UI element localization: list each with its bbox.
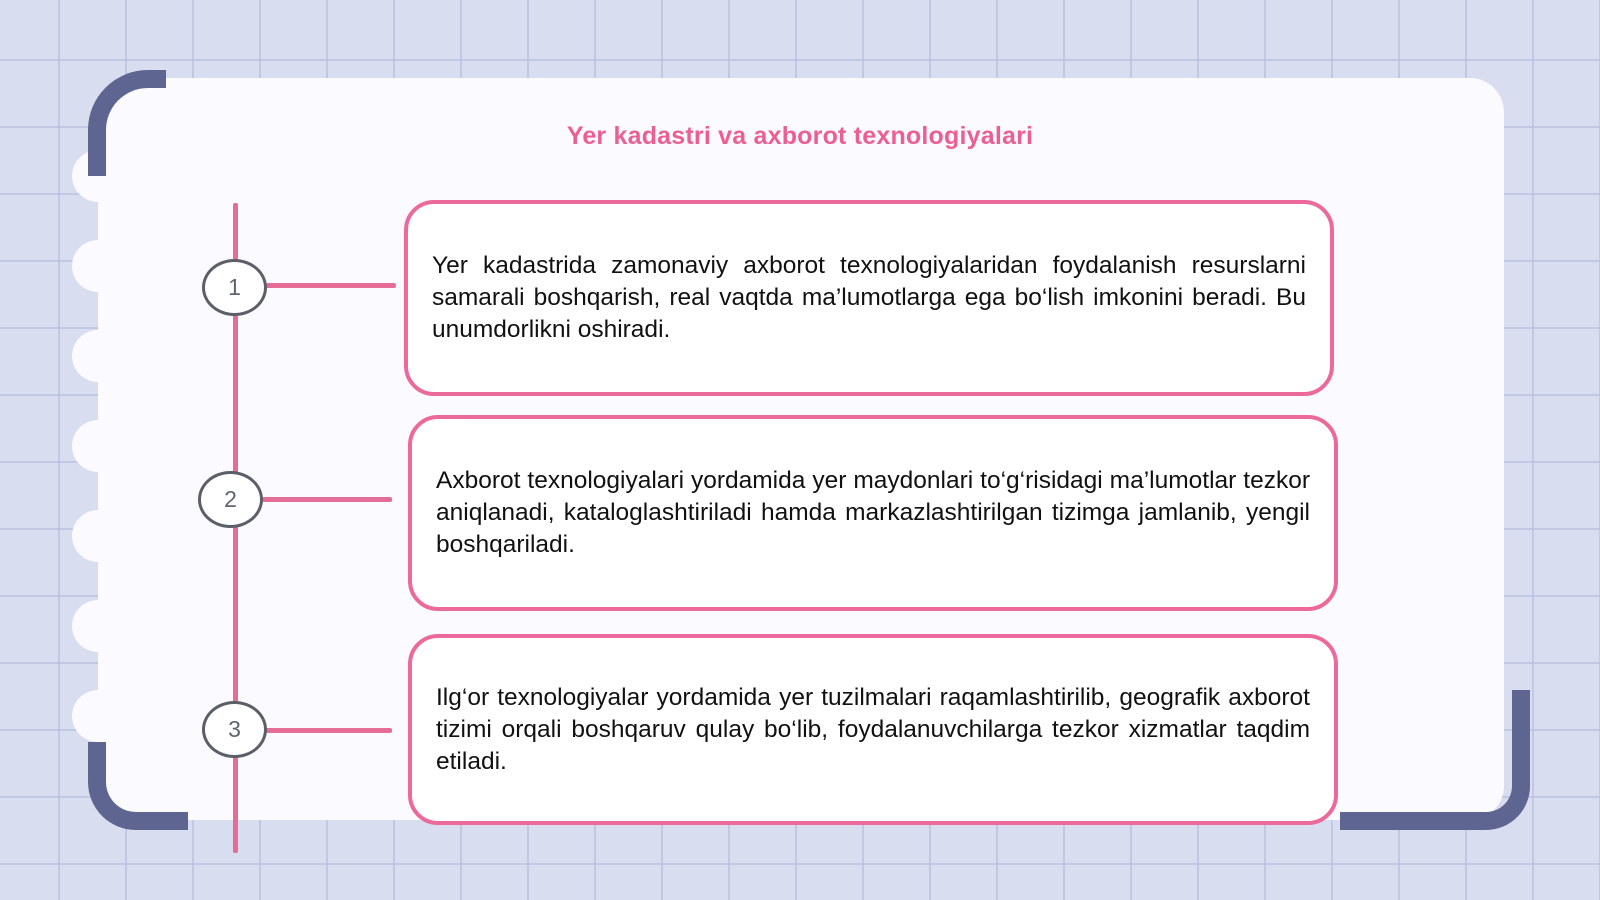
slide-title: Yer kadastri va axborot texnologiyalari — [566, 122, 1034, 150]
corner-bracket-top-left — [88, 70, 166, 176]
corner-bracket-bottom-left — [88, 742, 188, 830]
step-number-badge: 1 — [202, 259, 267, 316]
step-number-badge: 3 — [202, 701, 267, 758]
card-notch — [72, 420, 124, 472]
step-number-badge: 2 — [198, 471, 263, 528]
step-card — [404, 200, 1334, 396]
step-connector — [262, 497, 392, 502]
step-connector — [266, 283, 396, 288]
card-notch — [72, 600, 124, 652]
step-text: Ilg‘or texnologiyalar yordamida yer tuzilmalari raqamlashtirilib, geografik axborot tizimi orqali boshqaruv qulay bo‘lib, foydalanuvchilarga tezkor xizmatlar taqdim etiladi. — [436, 683, 1310, 775]
corner-bracket-bottom-right — [1340, 690, 1530, 830]
card-notch — [72, 330, 124, 382]
step-text: Axborot texnologiyalari yordamida yer maydonlari to‘g‘risidagi ma’lumotlar tezkor aniqlanadi, kataloglashtiriladi hamda markazlashtirilgan tizimga jamlanib, yengil boshqariladi. — [436, 467, 1310, 558]
step-text: Yer kadastrida zamonaviy axborot texnologiyalaridan foydalanish resurslarni samarali boshqarish, real vaqtda ma’lumotlarga ega bo‘lish imkonini beradi. Bu unumdorlikni oshiradi. — [432, 252, 1306, 343]
step-connector — [266, 728, 392, 733]
step-card — [408, 634, 1338, 825]
card-notch — [72, 690, 124, 742]
card-notch — [72, 240, 124, 292]
card-notch — [72, 510, 124, 562]
step-card — [408, 415, 1338, 611]
